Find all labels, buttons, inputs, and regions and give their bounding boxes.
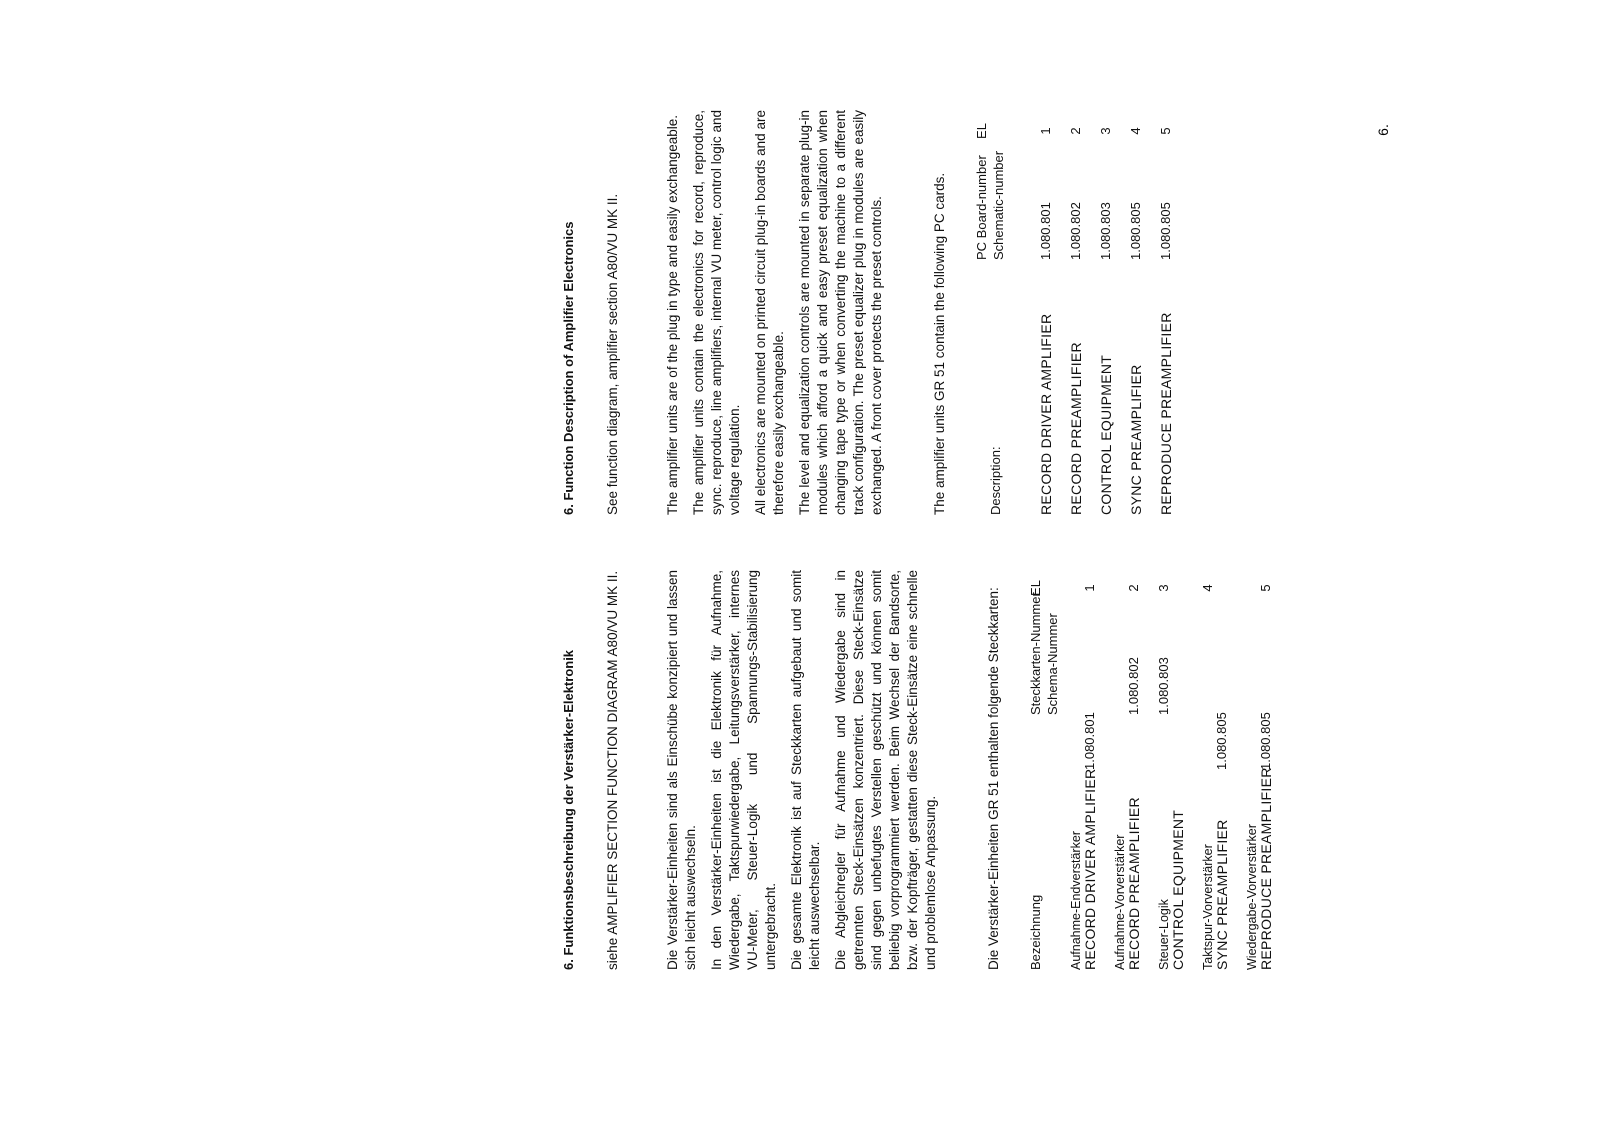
row-subtitle: Taktspur-Vorverstärker: [1201, 844, 1215, 970]
row-number: 1.080.805: [1128, 202, 1143, 260]
rotated-document-page: [560, 110, 1420, 970]
row-name: RECORD PREAMPLIFIER: [1068, 342, 1084, 515]
row-number: 1.080.803: [1156, 657, 1171, 715]
german-col-number-line2: Schema-Nummer: [1045, 613, 1060, 715]
table-row: [1245, 570, 1289, 970]
english-paragraph: The amplifier units are of the plug in type and easily exchangeable.: [665, 115, 680, 515]
english-reference: See function diagram, amplifier section A80/VU MK II.: [605, 193, 620, 515]
table-row: [1069, 570, 1113, 970]
row-el: 5: [1258, 584, 1273, 592]
row-name: CONTROL EQUIPMENT: [1098, 354, 1114, 515]
row-number: 1.080.805: [1258, 712, 1273, 770]
table-row: [1157, 570, 1201, 970]
row-subtitle: Aufnahme-Endverstärker: [1069, 831, 1083, 970]
english-column: [560, 110, 1420, 515]
german-col-number: [1027, 592, 1061, 715]
table-row: [1201, 570, 1245, 970]
english-col-el: EL: [974, 123, 989, 139]
table-row: [1159, 110, 1189, 515]
row-el: 1: [1082, 584, 1097, 592]
row-el: 2: [1068, 127, 1083, 135]
english-heading: 6. Function Description of Amplifier Electronics: [561, 221, 576, 515]
row-number: 1.080.805: [1158, 202, 1173, 260]
german-paragraph: Die Abgleichregler für Aufnahme und Wiedergabe sind in getrennten Steck-Einsätzen konzentriert. Diese Steck-Einsätze sind gegen unbefugtes Verstellen geschützt und können somit beliebig vorprogrammiert werden. Beim Wechsel der Bandsorte, bzw. der Kopfträger, gestatten diese Steck-Einsätze eine schnelle und problemlose Anpassung.: [833, 570, 938, 970]
english-paragraph: The amplifier units contain the electronics for record, reproduce, sync. reproduce, line amplifiers, internal VU meter, control logic and voltage regulation.: [691, 110, 742, 515]
table-row: [1069, 110, 1099, 515]
page-number: 6.: [1374, 124, 1391, 136]
row-el: 5: [1158, 127, 1173, 135]
table-row: [1099, 110, 1129, 515]
row-number: 1.080.805: [1214, 712, 1229, 770]
english-col-description: Description:: [988, 446, 1003, 515]
row-name: SYNC PREAMPLIFIER: [1214, 819, 1230, 970]
german-column: [560, 570, 1420, 970]
german-paragraph: Die gesamte Elektronik ist auf Steckkarten aufgebaut und somit leicht auswechselbar.: [789, 570, 822, 970]
german-col-el: EL: [1028, 580, 1043, 596]
row-el: 2: [1126, 584, 1141, 592]
row-subtitle: Wiedergabe-Vorverstärker: [1245, 824, 1259, 970]
english-table-header: [973, 110, 1015, 515]
german-heading: 6. Funktionsbeschreibung der Verstärker-Elektronik: [561, 649, 576, 970]
row-name: RECORD DRIVER AMPLIFIER: [1082, 768, 1098, 970]
table-row: [1129, 110, 1159, 515]
row-el: 1: [1038, 127, 1053, 135]
german-table-header: [1027, 570, 1069, 970]
english-col-number-line2: Schematic-number: [991, 150, 1006, 260]
english-col-number: [973, 151, 1007, 260]
row-el: 3: [1098, 127, 1113, 135]
row-number: 1.080.802: [1126, 657, 1141, 715]
row-number: 1.080.803: [1098, 202, 1113, 260]
german-paragraph: In den Verstärker-Einheiten ist die Elektronik für Aufnahme, Wiedergabe, Taktspurwiedergabe, Leitungsverstärker, internes VU-Meter, Steuer-Logik und Spannungs-Stabilisierung untergebracht.: [709, 570, 778, 970]
row-number: 1.080.802: [1068, 202, 1083, 260]
row-el: 3: [1156, 584, 1171, 592]
row-name: REPRODUCE PREAMPLIFIER: [1158, 312, 1174, 515]
row-name: CONTROL EQUIPMENT: [1170, 809, 1186, 970]
row-name: REPRODUCE PREAMPLIFIER: [1258, 767, 1274, 970]
row-name: RECORD PREAMPLIFIER: [1126, 797, 1142, 970]
german-col-number-line1: Steckkarten-Nummer: [1028, 592, 1043, 715]
row-subtitle: Aufnahme-Vorverstärker: [1113, 834, 1127, 970]
english-paragraph: The level and equalization controls are mounted in separate plug-in modules which afford a quick and easy preset equalization when changing tape type or when converting the machine to a different track configuration. The preset equalizer plug in modules are easily exchanged. A front cover protects the preset controls.: [797, 110, 884, 515]
english-col-number-line1: PC Board-number: [974, 155, 989, 260]
row-number: 1.080.801: [1082, 712, 1097, 770]
english-table-intro: The amplifier units GR 51 contain the following PC cards.: [932, 172, 947, 515]
row-el: 4: [1200, 584, 1215, 592]
german-col-description: Bezeichnung: [1028, 894, 1043, 970]
english-paragraph: All electronics are mounted on printed circuit plug-in boards and are therefore easily exchangeable.: [753, 110, 786, 515]
row-el: 4: [1128, 127, 1143, 135]
german-reference: siehe AMPLIFIER SECTION FUNCTION DIAGRAM A80/VU MK II.: [605, 570, 620, 970]
table-row: [1039, 110, 1069, 515]
row-number: 1.080.801: [1038, 202, 1053, 260]
table-row: [1113, 570, 1157, 970]
row-subtitle: Steuer-Logik: [1157, 899, 1171, 970]
row-name: SYNC PREAMPLIFIER: [1128, 364, 1144, 515]
german-table-intro: Die Verstärker-Einheiten GR 51 enthalten folgende Steckkarten:: [986, 587, 1001, 970]
row-name: RECORD DRIVER AMPLIFIER: [1038, 313, 1054, 515]
german-paragraph: Die Verstärker-Einheiten sind als Einschübe konzipiert und lassen sich leicht auswechseln.: [665, 570, 698, 970]
